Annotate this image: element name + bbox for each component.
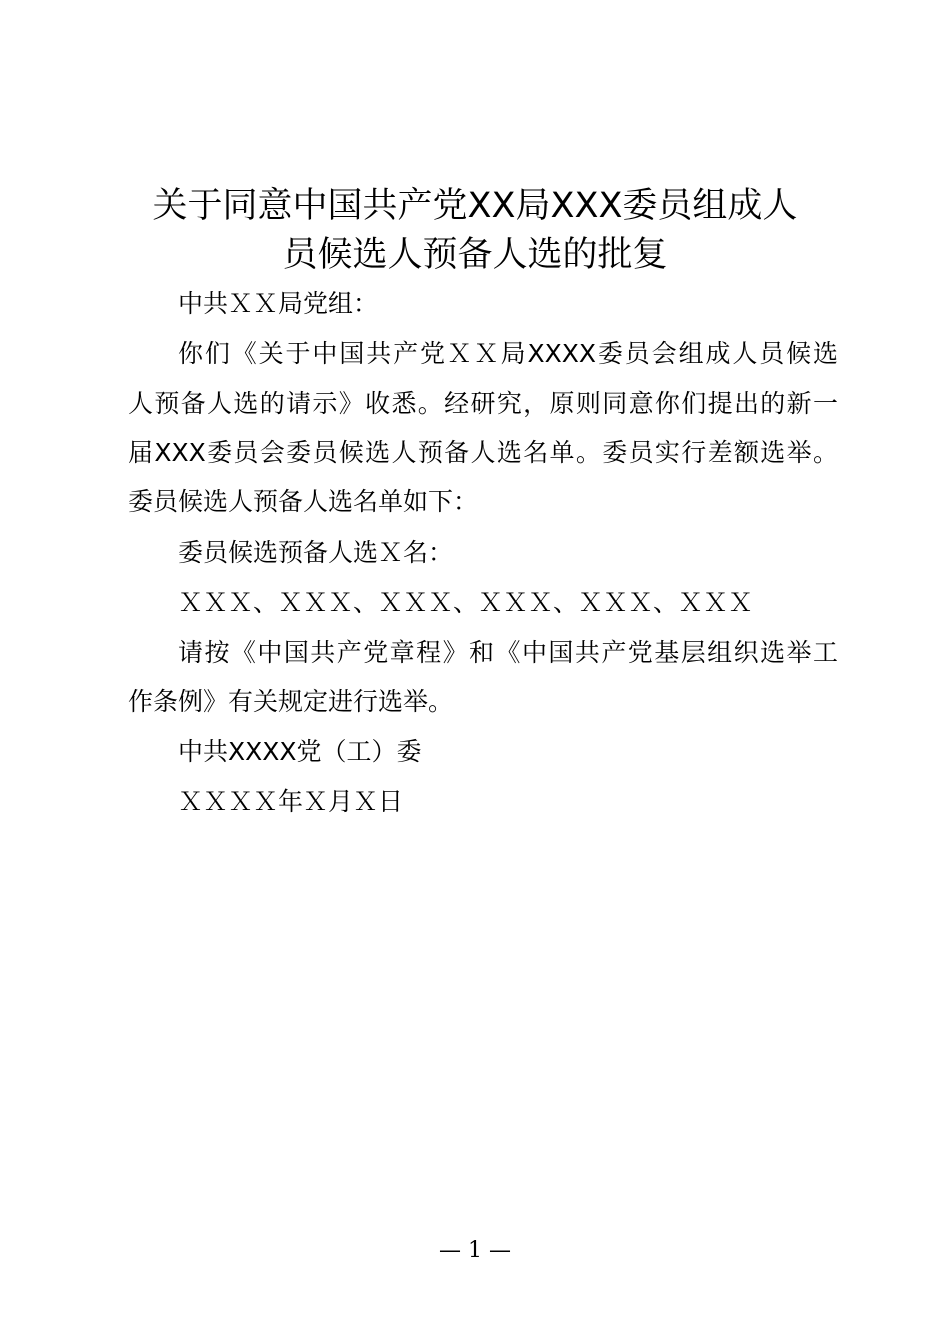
body-paragraph-2-line-1: 请按《中国共产党章程》和《中国共产党基层组织选举工 [178,638,838,667]
salutation: 中共ＸＸ局党组： [178,289,379,318]
document-date: ＸＸＸＸ年Ｘ月Ｘ日 [178,787,404,816]
page-number: — 1 — [439,1238,511,1263]
candidate-count-label: 委员候选预备人选Ｘ名： [178,538,454,567]
body-paragraph-1-line-2: 人预备人选的请示》收悉。经研究，原则同意你们提出的新一 [128,389,838,418]
candidate-names: ＸＸＸ、ＸＸＸ、ＸＸＸ、ＸＸＸ、ＸＸＸ、ＸＸＸ [178,588,754,617]
signatory: 中共XXXX党（工）委 [178,737,422,766]
body-paragraph-1-line-1: 你们《关于中国共产党ＸＸ局XXXX委员会组成人员候选 [178,339,838,368]
body-paragraph-2-line-2: 作条例》有关规定进行选举。 [128,687,454,716]
document-title-line-2: 员候选人预备人选的批复 [282,235,668,275]
body-paragraph-1-line-4: 委员候选人预备人选名单如下： [128,487,479,516]
body-paragraph-1-line-3: 届XXX委员会委员候选人预备人选名单。委员实行差额选举。 [128,438,838,467]
document-title-line-1: 关于同意中国共产党XX局XXX委员组成人 [152,186,798,226]
